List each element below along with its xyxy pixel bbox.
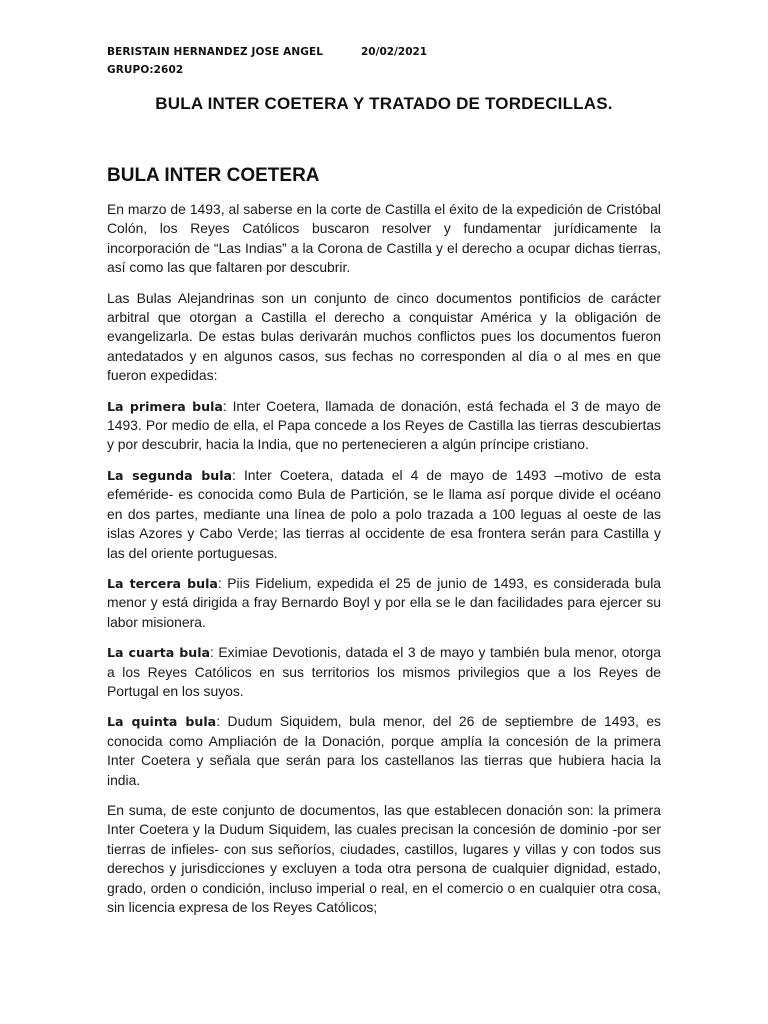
section-heading: BULA INTER COETERA: [107, 165, 320, 186]
document-body: [107, 200, 661, 928]
paragraph-text: Las Bulas Alejandrinas son un conjunto de cinco documentos pontificios de carácter arbitral que otorgan a Castilla el derecho a conquistar América y la obligación de evangelizarla. De estas bulas derivarán muchos conflictos pues los documentos fueron antedatados y en algunos casos, sus fechas no corresponden al día o al mes en que fueron expedidas:: [107, 289, 661, 384]
document-date: 20/02/2021: [361, 46, 428, 58]
paragraph-text: En suma, de este conjunto de documentos, las que establecen donación son: la primera Inter Coetera y la Dudum Siquidem, las cuales precisan la concesión de dominio -por ser tierras de infieles- con sus señoríos, ciudades, castillos, lugares y villas y con todos sus derechos y jurisdicciones y excluyen a toda otra persona de cualquier dignidad, estado, grado, orden o condición, incluso imperial o real, en el comercio o en cualquier otra cosa, sin licencia expresa de los Reyes Católicos;: [107, 801, 661, 915]
page-title: BULA INTER COETERA Y TRATADO DE TORDECILLAS.: [155, 94, 613, 113]
paragraph-text: : Dudum Siquidem, bula menor, del 26 de septiembre de 1493, es conocida como Ampliación de la Donación, porque amplía la concesión de la primera Inter Coetera y señala que serán para los castellanos las tierras que hubiera hacia la india.: [107, 713, 661, 788]
group-label: GRUPO:2602: [107, 64, 184, 76]
paragraph: [107, 289, 661, 386]
paragraph-text: : Inter Coetera, llamada de donación, está fechada el 3 de mayo de 1493. Por medio de ella, el Papa concede a los Reyes de Castilla las tierras descubiertas y por descubrir, hacia la India, que no pertenecieren a algún príncipe cristiano.: [107, 397, 661, 453]
paragraph: [107, 574, 661, 632]
paragraph: [107, 643, 661, 701]
paragraph-text: En marzo de 1493, al saberse en la corte de Castilla el éxito de la expedición de Cristóbal Colón, los Reyes Católicos buscaron resolver y fundamentar jurídicamente la incorporación de “Las Indias” a la Corona de Castilla y el derecho a ocupar dichas tierras, así como las que faltaren por descubrir.: [107, 201, 661, 276]
paragraph: [107, 200, 661, 278]
paragraph-text: : Eximiae Devotionis, datada el 3 de mayo y también bula menor, otorga a los Reyes Católicos en sus territorios los mismos privilegios que a los Reyes de Portugal en los suyos.: [107, 644, 661, 699]
paragraph: [107, 712, 661, 790]
paragraph-lead: La primera bula: [107, 398, 223, 414]
paragraph-lead: La cuarta bula: [107, 645, 211, 661]
paragraph: [107, 466, 661, 563]
paragraph: [107, 801, 661, 917]
paragraph-lead: La tercera bula: [107, 575, 218, 591]
paragraph-lead: La quinta bula: [107, 714, 217, 730]
paragraph: [107, 397, 661, 455]
paragraph-lead: La segunda bula: [107, 467, 233, 483]
author-name: BERISTAIN HERNANDEZ JOSE ANGEL: [107, 46, 324, 58]
paragraph-text: : Piis Fidelium, expedida el 25 de junio de 1493, es considerada bula menor y está dirigida a fray Bernardo Boyl y por ella se le dan facilidades para ejercer su labor misionera.: [107, 574, 662, 630]
paragraph-text: : Inter Coetera, datada el 4 de mayo de 1493 –motivo de esta efeméride- es conocida como Bula de Partición, se le llama así porque divide el océano en dos partes, mediante una línea de polo a polo trazada a 100 leguas al oeste de las islas Azores y Cabo Verde; las tierras al occidente de esa frontera serán para Castilla y las del oriente portuguesas.: [107, 466, 661, 561]
